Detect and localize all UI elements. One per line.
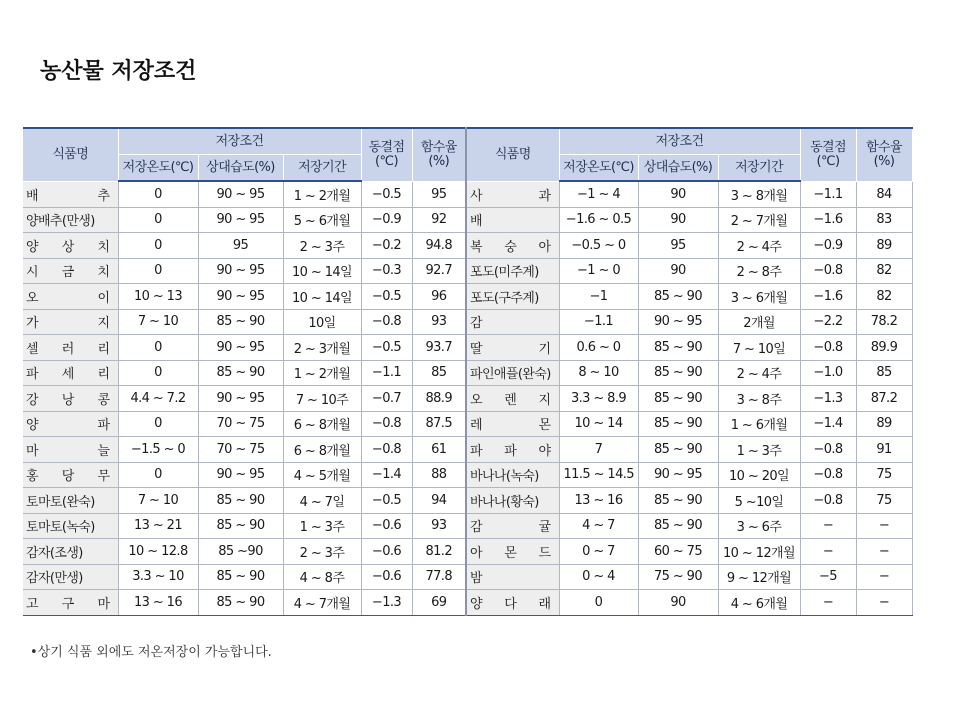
storage-conditions-table [23, 127, 913, 616]
header-water-content-left [412, 128, 466, 181]
humidity-cell: 75 ~ 90 [638, 564, 718, 590]
table-row [23, 309, 912, 335]
storage-period-cell: 7 ~ 10일 [718, 335, 800, 361]
table-row [23, 462, 912, 488]
storage-period-cell: 2개월 [718, 309, 800, 335]
humidity-cell: 85 ~90 [198, 539, 283, 565]
freeze-point-cell: −0.8 [800, 335, 856, 361]
storage-period-cell: 1 ~ 2개월 [283, 360, 361, 386]
food-name-cell: 포도(미주계) [466, 258, 559, 284]
storage-temp-cell: 7 [559, 437, 638, 463]
table-row [23, 539, 912, 565]
water-content-cell: − [856, 539, 912, 565]
freeze-point-cell: −0.6 [361, 513, 412, 539]
humidity-cell: 70 ~ 75 [198, 411, 283, 437]
water-content-cell: 89.9 [856, 335, 912, 361]
table-row [23, 207, 912, 233]
header-food-name-left: 식품명 [23, 128, 118, 181]
storage-period-cell: 4 ~ 8주 [283, 564, 361, 590]
water-content-cell: 89 [856, 233, 912, 259]
freeze-point-cell: −0.9 [800, 233, 856, 259]
humidity-cell: 85 ~ 90 [198, 513, 283, 539]
storage-temp-cell: 7 ~ 10 [118, 309, 198, 335]
freeze-point-cell: −1.3 [361, 590, 412, 616]
food-name-cell: 감자(조생) [23, 539, 118, 565]
food-name-cell: 바나나(황숙) [466, 488, 559, 514]
food-name-cell: 아 몬 드 [466, 539, 559, 565]
water-content-cell: 61 [412, 437, 466, 463]
storage-period-cell: 7 ~ 10주 [283, 386, 361, 412]
freeze-point-cell: −0.8 [361, 437, 412, 463]
storage-table-container [23, 127, 912, 616]
water-content-cell: 94.8 [412, 233, 466, 259]
storage-period-cell: 2 ~ 3개월 [283, 335, 361, 361]
storage-temp-cell: 8 ~ 10 [559, 360, 638, 386]
table-row [23, 564, 912, 590]
water-content-cell: 75 [856, 462, 912, 488]
freeze-point-cell: −2.2 [800, 309, 856, 335]
humidity-cell: 90 ~ 95 [198, 284, 283, 310]
food-name-cell: 셀 러 리 [23, 335, 118, 361]
storage-temp-cell: 0 [118, 360, 198, 386]
freeze-point-cell: −0.8 [361, 411, 412, 437]
food-name-cell: 사 과 [466, 181, 559, 207]
humidity-cell: 90 ~ 95 [198, 335, 283, 361]
storage-period-cell: 4 ~ 7개월 [283, 590, 361, 616]
table-row [23, 233, 912, 259]
header-humidity-left: 상대습도(%) [198, 155, 283, 182]
food-name-cell: 토마토(녹숙) [23, 513, 118, 539]
water-content-cell: 78.2 [856, 309, 912, 335]
storage-period-cell: 3 ~ 6개월 [718, 284, 800, 310]
food-name-cell: 마 늘 [23, 437, 118, 463]
freeze-label: 동결점 [810, 139, 846, 155]
freeze-point-cell: − [800, 590, 856, 616]
water-content-cell: 87.2 [856, 386, 912, 412]
freeze-unit: (℃) [816, 153, 840, 169]
storage-period-cell: 6 ~ 8개월 [283, 411, 361, 437]
storage-temp-cell: −1.6 ~ 0.5 [559, 207, 638, 233]
storage-temp-cell: 0 [118, 335, 198, 361]
storage-period-cell: 2 ~ 4주 [718, 360, 800, 386]
table-row [23, 437, 912, 463]
storage-period-cell: 1 ~ 3주 [718, 437, 800, 463]
humidity-cell: 90 [638, 590, 718, 616]
storage-temp-cell: −1 [559, 284, 638, 310]
water-content-cell: 93 [412, 309, 466, 335]
humidity-cell: 85 ~ 90 [198, 309, 283, 335]
freeze-point-cell: − [800, 539, 856, 565]
freeze-point-cell: −0.5 [361, 284, 412, 310]
header-temp-right: 저장온도(℃) [559, 155, 638, 182]
food-name-cell: 복 숭 아 [466, 233, 559, 259]
storage-period-cell: 4 ~ 6개월 [718, 590, 800, 616]
humidity-cell: 85 ~ 90 [638, 284, 718, 310]
table-row [23, 488, 912, 514]
freeze-point-cell: −0.9 [361, 207, 412, 233]
storage-period-cell: 6 ~ 8개월 [283, 437, 361, 463]
storage-temp-cell: 13 ~ 16 [559, 488, 638, 514]
humidity-cell: 90 ~ 95 [198, 181, 283, 207]
food-name-cell: 토마토(완숙) [23, 488, 118, 514]
table-body [23, 181, 912, 615]
freeze-point-cell: −0.8 [800, 258, 856, 284]
water-content-cell: − [856, 513, 912, 539]
storage-period-cell: 4 ~ 7일 [283, 488, 361, 514]
humidity-cell: 90 ~ 95 [198, 386, 283, 412]
storage-period-cell: 10일 [283, 309, 361, 335]
header-water-content-right [856, 128, 912, 181]
storage-temp-cell: 10 ~ 12.8 [118, 539, 198, 565]
humidity-cell: 95 [638, 233, 718, 259]
storage-period-cell: 5 ~ 6개월 [283, 207, 361, 233]
water-content-cell: 82 [856, 284, 912, 310]
page-title: 농산물 저장조건 [40, 59, 197, 84]
water-content-cell: 88 [412, 462, 466, 488]
humidity-cell: 85 ~ 90 [198, 360, 283, 386]
water-unit: (%) [428, 153, 450, 169]
food-name-cell: 밤 [466, 564, 559, 590]
food-name-cell: 배 추 [23, 181, 118, 207]
food-name-cell: 양 다 래 [466, 590, 559, 616]
storage-temp-cell: 11.5 ~ 14.5 [559, 462, 638, 488]
table-row [23, 411, 912, 437]
footnote: •상기 식품 외에도 저온저장이 가능합니다. [30, 645, 272, 660]
food-name-cell: 강 낭 콩 [23, 386, 118, 412]
water-content-cell: 75 [856, 488, 912, 514]
water-content-cell: 91 [856, 437, 912, 463]
food-name-cell: 감 [466, 309, 559, 335]
water-content-cell: 77.8 [412, 564, 466, 590]
freeze-point-cell: −1.3 [800, 386, 856, 412]
humidity-cell: 85 ~ 90 [198, 488, 283, 514]
storage-period-cell: 2 ~ 3주 [283, 539, 361, 565]
freeze-point-cell: −0.6 [361, 564, 412, 590]
storage-period-cell: 3 ~ 6주 [718, 513, 800, 539]
humidity-cell: 60 ~ 75 [638, 539, 718, 565]
storage-period-cell: 10 ~ 14일 [283, 284, 361, 310]
header-food-name-right: 식품명 [466, 128, 559, 181]
food-name-cell: 포도(구주계) [466, 284, 559, 310]
storage-temp-cell: 4.4 ~ 7.2 [118, 386, 198, 412]
storage-temp-cell: −1 ~ 4 [559, 181, 638, 207]
storage-temp-cell: 10 ~ 13 [118, 284, 198, 310]
humidity-cell: 90 [638, 258, 718, 284]
storage-period-cell: 2 ~ 4주 [718, 233, 800, 259]
storage-period-cell: 10 ~ 12개월 [718, 539, 800, 565]
water-label: 함수율 [866, 139, 902, 155]
table-row [23, 181, 912, 207]
storage-temp-cell: 13 ~ 16 [118, 590, 198, 616]
header-period-right: 저장기간 [718, 155, 800, 182]
freeze-point-cell: −0.2 [361, 233, 412, 259]
humidity-cell: 85 ~ 90 [638, 437, 718, 463]
storage-temp-cell: −1.1 [559, 309, 638, 335]
humidity-cell: 90 [638, 181, 718, 207]
humidity-cell: 85 ~ 90 [638, 386, 718, 412]
freeze-point-cell: − [800, 513, 856, 539]
humidity-cell: 85 ~ 90 [198, 564, 283, 590]
header-freeze-point-left [361, 128, 412, 181]
humidity-cell: 85 ~ 90 [638, 411, 718, 437]
storage-period-cell: 5 ~10일 [718, 488, 800, 514]
food-name-cell: 딸 기 [466, 335, 559, 361]
freeze-point-cell: −1.1 [361, 360, 412, 386]
header-storage-cond-right: 저장조건 [559, 128, 800, 155]
freeze-point-cell: −0.8 [800, 462, 856, 488]
storage-temp-cell: 13 ~ 21 [118, 513, 198, 539]
storage-period-cell: 3 ~ 8주 [718, 386, 800, 412]
food-name-cell: 감 귤 [466, 513, 559, 539]
food-name-cell: 배 [466, 207, 559, 233]
food-name-cell: 바나나(녹숙) [466, 462, 559, 488]
water-content-cell: 82 [856, 258, 912, 284]
storage-temp-cell: 0 [118, 181, 198, 207]
header-humidity-right: 상대습도(%) [638, 155, 718, 182]
storage-temp-cell: 0 [118, 207, 198, 233]
header-freeze-point-right [800, 128, 856, 181]
storage-temp-cell: 3.3 ~ 10 [118, 564, 198, 590]
freeze-point-cell: −1.1 [800, 181, 856, 207]
storage-temp-cell: 0 [118, 462, 198, 488]
storage-period-cell: 3 ~ 8개월 [718, 181, 800, 207]
freeze-point-cell: −0.8 [800, 488, 856, 514]
table-row [23, 590, 912, 616]
water-content-cell: 85 [412, 360, 466, 386]
food-name-cell: 양배추(만생) [23, 207, 118, 233]
humidity-cell: 85 ~ 90 [638, 360, 718, 386]
freeze-point-cell: −0.6 [361, 539, 412, 565]
water-content-cell: 94 [412, 488, 466, 514]
storage-temp-cell: 10 ~ 14 [559, 411, 638, 437]
humidity-cell: 85 ~ 90 [638, 335, 718, 361]
food-name-cell: 레 몬 [466, 411, 559, 437]
table-row [23, 386, 912, 412]
water-content-cell: − [856, 590, 912, 616]
storage-period-cell: 4 ~ 5개월 [283, 462, 361, 488]
freeze-point-cell: −1.6 [800, 284, 856, 310]
storage-temp-cell: 0.6 ~ 0 [559, 335, 638, 361]
storage-period-cell: 1 ~ 3주 [283, 513, 361, 539]
freeze-point-cell: −0.5 [361, 181, 412, 207]
humidity-cell: 90 ~ 95 [638, 309, 718, 335]
water-content-cell: 87.5 [412, 411, 466, 437]
humidity-cell: 90 ~ 95 [638, 462, 718, 488]
storage-period-cell: 1 ~ 6개월 [718, 411, 800, 437]
storage-temp-cell: 0 ~ 4 [559, 564, 638, 590]
food-name-cell: 고 구 마 [23, 590, 118, 616]
table-row [23, 360, 912, 386]
storage-temp-cell: 0 [559, 590, 638, 616]
water-content-cell: 96 [412, 284, 466, 310]
humidity-cell: 90 ~ 95 [198, 207, 283, 233]
storage-temp-cell: 0 ~ 7 [559, 539, 638, 565]
water-content-cell: 69 [412, 590, 466, 616]
header-row-1 [23, 128, 912, 155]
storage-temp-cell: −0.5 ~ 0 [559, 233, 638, 259]
storage-period-cell: 10 ~ 14일 [283, 258, 361, 284]
humidity-cell: 90 [638, 207, 718, 233]
water-content-cell: 81.2 [412, 539, 466, 565]
freeze-point-cell: −5 [800, 564, 856, 590]
water-content-cell: 83 [856, 207, 912, 233]
humidity-cell: 90 ~ 95 [198, 462, 283, 488]
water-content-cell: − [856, 564, 912, 590]
storage-period-cell: 10 ~ 20일 [718, 462, 800, 488]
storage-period-cell: 9 ~ 12개월 [718, 564, 800, 590]
food-name-cell: 양 파 [23, 411, 118, 437]
storage-temp-cell: 7 ~ 10 [118, 488, 198, 514]
storage-temp-cell: −1.5 ~ 0 [118, 437, 198, 463]
freeze-point-cell: −1.4 [800, 411, 856, 437]
freeze-point-cell: −1.4 [361, 462, 412, 488]
table-row [23, 335, 912, 361]
food-name-cell: 오 렌 지 [466, 386, 559, 412]
storage-temp-cell: 4 ~ 7 [559, 513, 638, 539]
freeze-point-cell: −1.0 [800, 360, 856, 386]
food-name-cell: 가 지 [23, 309, 118, 335]
header-period-left: 저장기간 [283, 155, 361, 182]
freeze-point-cell: −0.5 [361, 335, 412, 361]
water-content-cell: 95 [412, 181, 466, 207]
water-content-cell: 88.9 [412, 386, 466, 412]
food-name-cell: 파 세 리 [23, 360, 118, 386]
storage-period-cell: 2 ~ 7개월 [718, 207, 800, 233]
humidity-cell: 85 ~ 90 [638, 513, 718, 539]
food-name-cell: 양 상 치 [23, 233, 118, 259]
food-name-cell: 파 파 야 [466, 437, 559, 463]
water-label: 함수율 [420, 139, 457, 155]
humidity-cell: 85 ~ 90 [638, 488, 718, 514]
water-content-cell: 93.7 [412, 335, 466, 361]
food-name-cell: 홍 당 무 [23, 462, 118, 488]
food-name-cell: 오 이 [23, 284, 118, 310]
storage-period-cell: 2 ~ 8주 [718, 258, 800, 284]
water-content-cell: 85 [856, 360, 912, 386]
water-content-cell: 92 [412, 207, 466, 233]
header-storage-cond-left: 저장조건 [118, 128, 361, 155]
freeze-point-cell: −0.8 [361, 309, 412, 335]
freeze-label: 동결점 [368, 139, 405, 155]
food-name-cell: 파인애플(완숙) [466, 360, 559, 386]
freeze-point-cell: −1.6 [800, 207, 856, 233]
storage-temp-cell: −1 ~ 0 [559, 258, 638, 284]
water-content-cell: 92.7 [412, 258, 466, 284]
water-content-cell: 84 [856, 181, 912, 207]
table-row [23, 284, 912, 310]
water-unit: (%) [873, 153, 895, 169]
food-name-cell: 감자(만생) [23, 564, 118, 590]
freeze-point-cell: −0.5 [361, 488, 412, 514]
storage-temp-cell: 0 [118, 233, 198, 259]
table-row [23, 513, 912, 539]
freeze-point-cell: −0.7 [361, 386, 412, 412]
freeze-point-cell: −0.3 [361, 258, 412, 284]
storage-period-cell: 1 ~ 2개월 [283, 181, 361, 207]
freeze-unit: (℃) [375, 153, 398, 169]
water-content-cell: 93 [412, 513, 466, 539]
storage-period-cell: 2 ~ 3주 [283, 233, 361, 259]
food-name-cell: 시 금 치 [23, 258, 118, 284]
table-row [23, 258, 912, 284]
header-temp-left: 저장온도(℃) [118, 155, 198, 182]
humidity-cell: 85 ~ 90 [198, 590, 283, 616]
storage-temp-cell: 3.3 ~ 8.9 [559, 386, 638, 412]
storage-temp-cell: 0 [118, 411, 198, 437]
humidity-cell: 90 ~ 95 [198, 258, 283, 284]
freeze-point-cell: −0.8 [800, 437, 856, 463]
humidity-cell: 70 ~ 75 [198, 437, 283, 463]
humidity-cell: 95 [198, 233, 283, 259]
water-content-cell: 89 [856, 411, 912, 437]
storage-temp-cell: 0 [118, 258, 198, 284]
